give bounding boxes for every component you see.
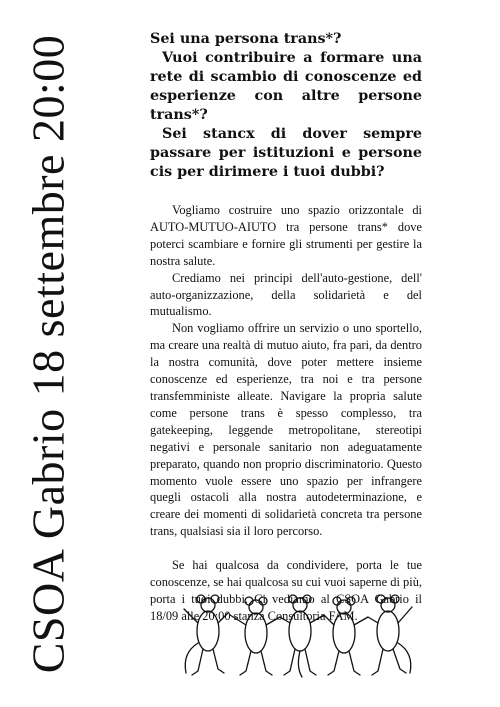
paragraph-closing: Se hai qualcosa da condividere, porta le tue conoscenze, se hai qualcosa su cui vuoi saperne di più, porta i tuoi dubbi. Ci vediamo al CSOA Gabrio il 18/09 alle 20:00 stanza Consultoria FAM. bbox=[150, 558, 422, 623]
rat-5-icon bbox=[368, 595, 412, 675]
poster-content bbox=[150, 30, 422, 625]
dancing-rats-illustration bbox=[178, 583, 418, 679]
intro-question-3: Sei stancx di dover sempre passare per istituzioni e persone cis per dirimere i tuoi dubbi? bbox=[150, 126, 422, 180]
intro-question-1: Sei una persona trans*? bbox=[150, 31, 342, 47]
paragraph-principles: Crediamo nei principi dell'auto-gestione, dell' auto-organizzazione, della solidarietà e del mutualismo. bbox=[150, 270, 422, 319]
side-event-title: CSOA Gabrio 18 settembre 20:00 bbox=[22, 34, 74, 674]
rat-4-icon bbox=[324, 597, 368, 675]
rat-1-icon bbox=[184, 595, 228, 675]
paragraph-goal: Vogliamo costruire uno spazio orizzontale di AUTO-MUTUO-AIUTO tra persone trans* dove poterci scambiare e fornire gli strumenti per gestire la nostra salute. bbox=[150, 203, 422, 268]
intro-question-2: Vuoi contribuire a formare una rete di scambio di conoscenze ed esperienze con altre persone trans*? bbox=[150, 50, 422, 123]
rat-2-icon bbox=[230, 597, 280, 675]
intro-questions bbox=[150, 30, 422, 182]
paragraph-mission: Non vogliamo offrire un servizio o uno sportello, ma creare una realtà di mutuo aiuto, fra pari, da dentro la nostra comunità, dove poter mettere insieme conoscenze ed esperienze, tra noi e tra persone transfemministe alleate. Navigare la propria salute come persone trans è spesso complesso, tra gatekeeping, leggende metropolitane, stereotipi negativi e personale sanitario non adeguatamente preparato, quando non proprio discriminatorio. Questo momento vuole essere uno spazio per infrangere quegli ostacoli alla nostra autodeterminazione, e creare dei momenti di solidarietà concreta tra persone trans, qualsiasi sia il loro percorso. bbox=[150, 321, 422, 539]
body-text bbox=[150, 202, 422, 625]
rat-3-icon bbox=[280, 595, 324, 677]
